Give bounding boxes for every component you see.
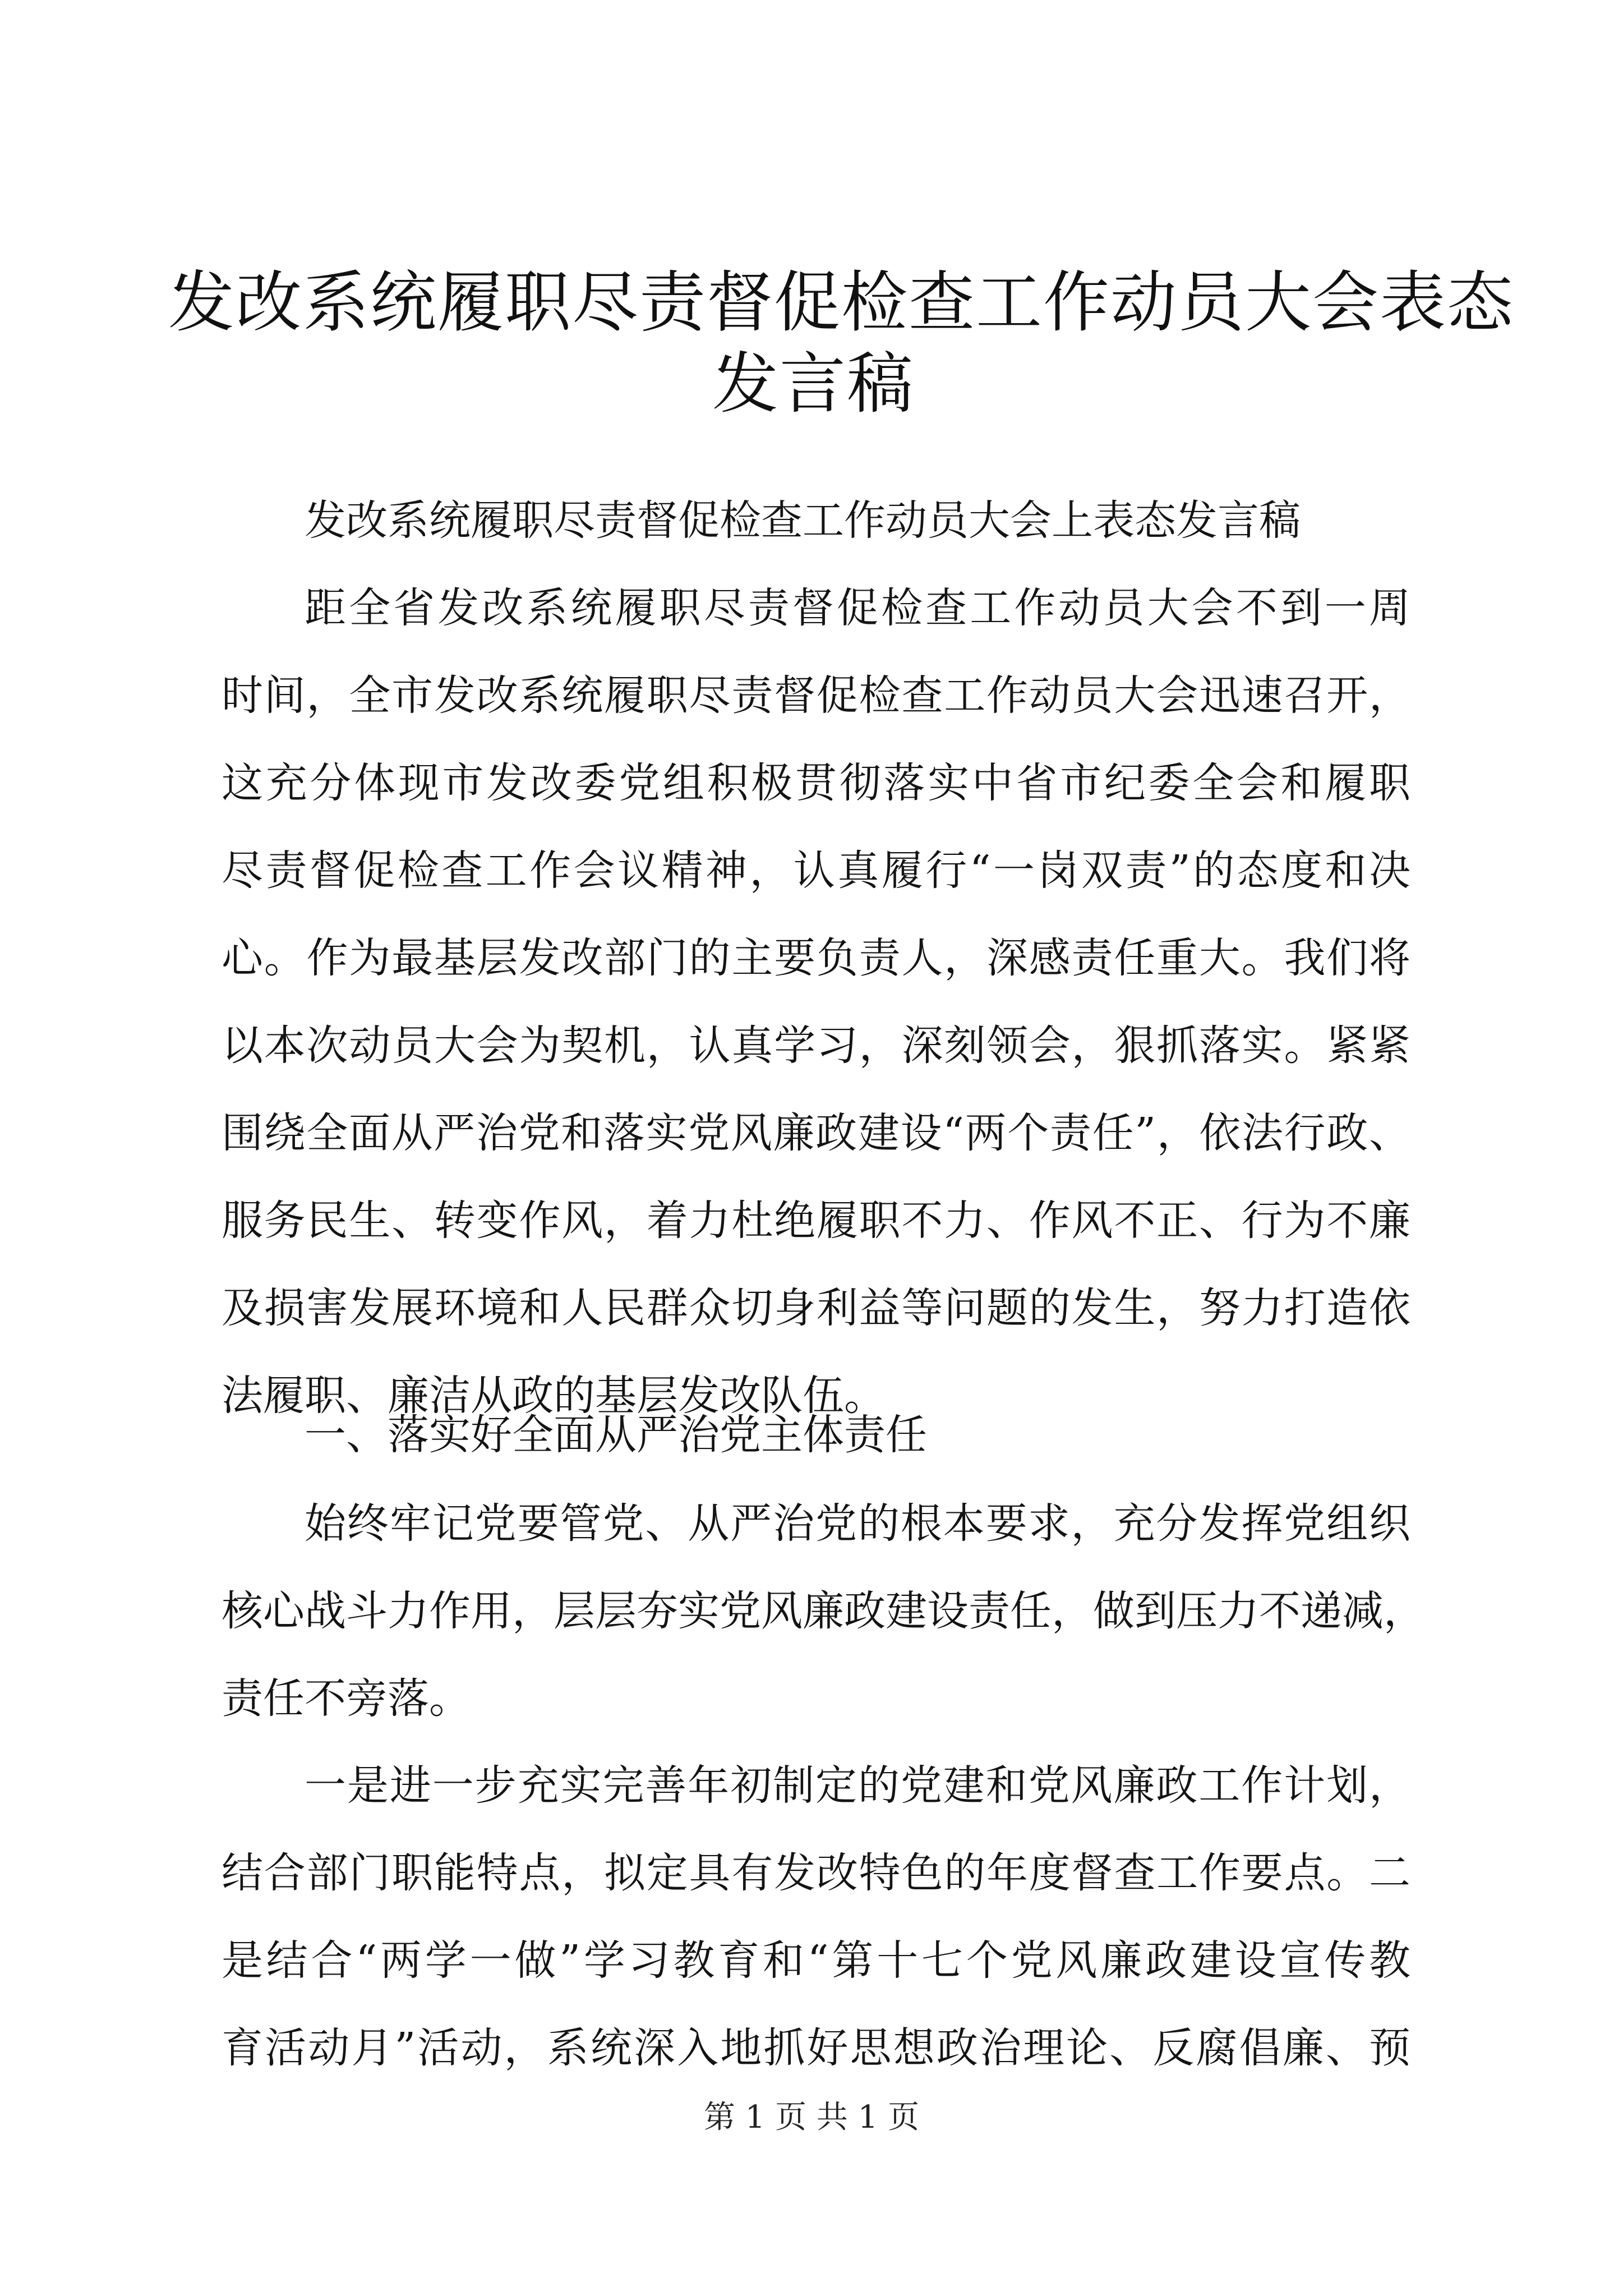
paragraph-1-line: 时间，全市发改系统履职尽责督促检查工作动员大会迅速召开， (222, 671, 1410, 720)
paragraph-3 (222, 1742, 1410, 2092)
paragraph-1-line: 围绕全面从严治党和落实党风廉政建设“两个责任”，依法行政、 (222, 1109, 1410, 1157)
paragraph-1-line: 以本次动员大会为契机，认真学习，深刻领会，狠抓落实。紧紧 (222, 1022, 1410, 1070)
paragraph-1-line: 距全省发改系统履职尽责督促检查工作动员大会不到一周 (305, 584, 1410, 632)
document-subtitle: 发改系统履职尽责督促检查工作动员大会上表态发言稿 (305, 496, 1301, 545)
paragraph-2 (222, 1480, 1425, 1742)
paragraph-1-line: 服务民生、转变作风，着力杜绝履职不力、作风不正、行为不廉 (222, 1197, 1410, 1245)
paragraph-2-line: 责任不旁落。 (222, 1674, 471, 1723)
page-footer: 第 1 页 共 1 页 (703, 2099, 920, 2136)
paragraph-1-line: 法履职、廉洁从政的基层发改队伍。 (222, 1372, 886, 1420)
paragraph-2-line: 始终牢记党要管党、从严治党的根本要求，充分发挥党组织 (305, 1499, 1410, 1548)
paragraph-3-line: 结合部门职能特点，拟定具有发改特色的年度督查工作要点。二 (222, 1849, 1410, 1897)
paragraph-3-line: 一是进一步充实完善年初制定的党建和党风廉政工作计划， (305, 1761, 1410, 1810)
paragraph-1-line: 及损害发展环境和人民群众切身利益等问题的发生，努力打造依 (222, 1284, 1410, 1332)
paragraph-1-line: 尽责督促检查工作会议精神，认真履行“一岗双责”的态度和决 (222, 846, 1410, 895)
paragraph-2-line: 核心战斗力作用，层层夯实党风廉政建设责任，做到压力不递减， (222, 1587, 1425, 1635)
paragraph-1 (222, 564, 1410, 1439)
document-title-line-1: 发改系统履职尽责督促检查工作动员大会表态 (168, 264, 1515, 341)
paragraph-1-line: 这充分体现市发改委党组积极贯彻落实中省市纪委全会和履职 (222, 759, 1410, 807)
document-title-line-2: 发言稿 (712, 345, 914, 422)
paragraph-1-line: 心。作为最基层发改部门的主要负责人，深感责任重大。我们将 (222, 934, 1410, 982)
section-heading-1: 一、落实好全面从严治党主体责任 (305, 1411, 927, 1459)
paragraph-3-line: 是结合“两学一做”学习教育和“第十七个党风廉政建设宣传教 (222, 1936, 1410, 1985)
paragraph-3-line: 育活动月”活动，系统深入地抓好思想政治理论、反腐倡廉、预 (222, 2024, 1410, 2072)
